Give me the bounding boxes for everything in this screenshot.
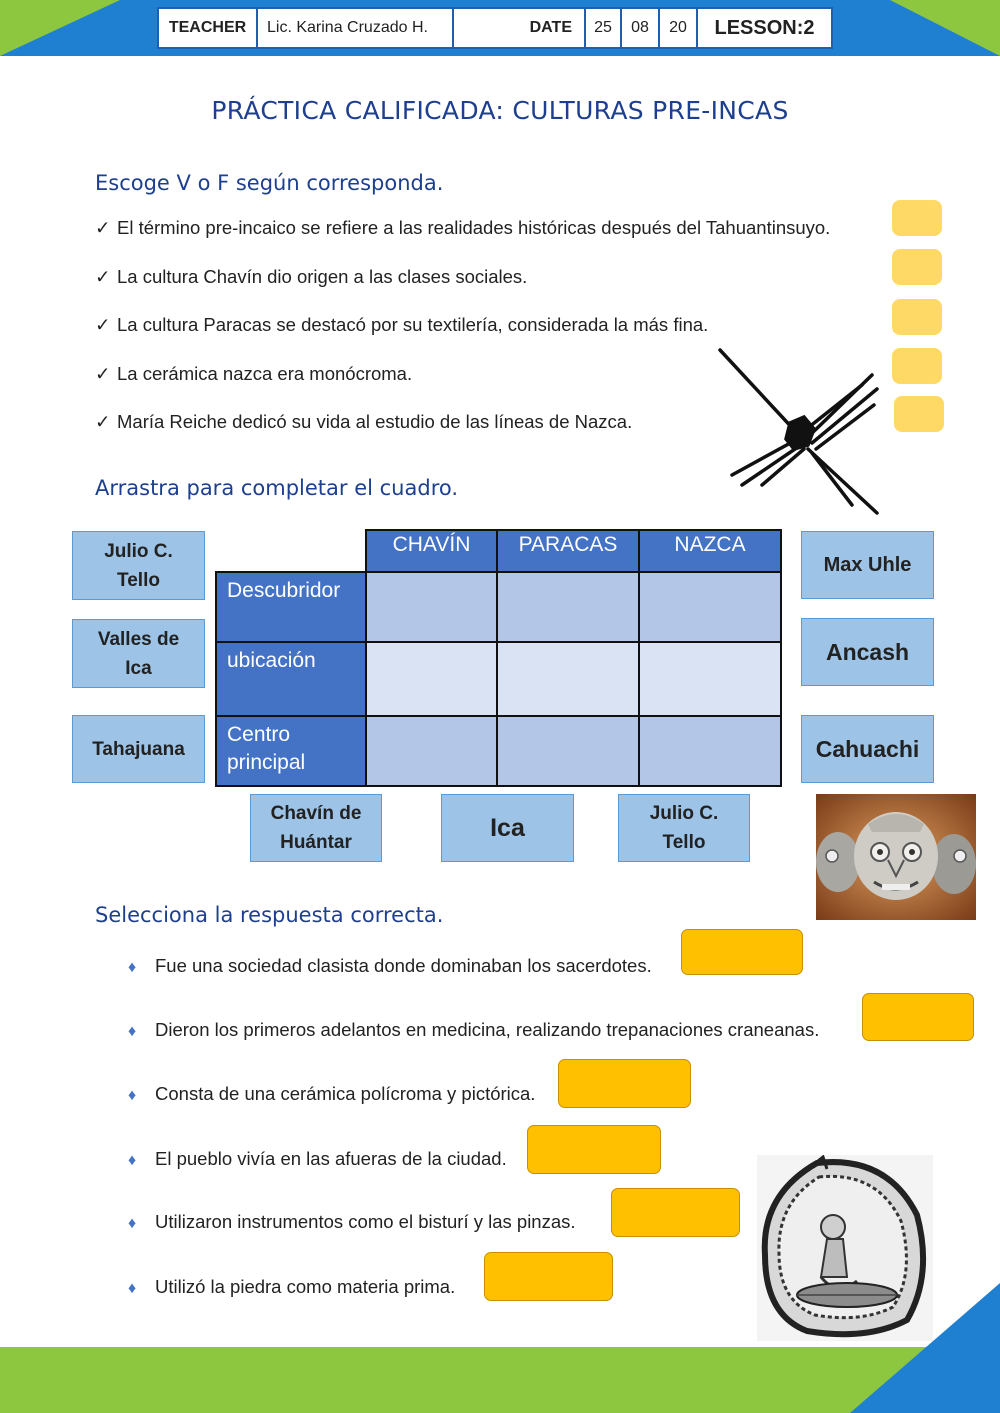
drop-cell[interactable] [638, 715, 782, 787]
vf-item: ✓ El término pre-incaico se refiere a las realidades históricas después del Tahuantinsuyo. [95, 217, 831, 238]
lesson-label: LESSON:2 [696, 7, 833, 49]
drop-cell[interactable] [638, 571, 782, 643]
question-item: ♦ Utilizó la piedra como materia prima. [128, 1276, 456, 1297]
section-vf-heading: Escoge V o F según corresponda. [95, 171, 444, 195]
drop-cell[interactable] [365, 641, 498, 717]
question-item: ♦ Fue una sociedad clasista donde dominaban los sacerdotes. [128, 955, 652, 976]
vf-item: ✓ La cultura Chavín dio origen a las clases sociales. [95, 266, 528, 287]
teacher-name: Lic. Karina Cruzado H. [256, 7, 454, 49]
vf-answer-box-2[interactable] [892, 249, 942, 285]
column-header-paracas: PARACAS [496, 529, 640, 573]
answer-dropdown-4[interactable] [527, 1125, 661, 1174]
drop-cell[interactable] [365, 715, 498, 787]
drop-cell[interactable] [638, 641, 782, 717]
vf-item: ✓ La cerámica nazca era monócroma. [95, 363, 413, 384]
question-item: ♦ Consta de una cerámica polícroma y pictórica. [128, 1083, 536, 1104]
diamond-bullet-icon: ♦ [128, 1215, 137, 1232]
check-icon: ✓ [95, 363, 111, 384]
header-accent-right [890, 0, 1000, 56]
drag-tile-max-uhle[interactable]: Max Uhle [801, 531, 934, 599]
drag-tile-tahajuana[interactable]: Tahajuana [72, 715, 205, 783]
answer-dropdown-6[interactable] [484, 1252, 613, 1301]
diamond-bullet-icon: ♦ [128, 1023, 137, 1040]
check-icon: ✓ [95, 266, 111, 287]
answer-dropdown-1[interactable] [681, 929, 803, 975]
vf-answer-box-5[interactable] [894, 396, 944, 432]
drag-tile-ancash[interactable]: Ancash [801, 618, 934, 686]
question-item: ♦ El pueblo vivía en las afueras de la ciudad. [128, 1148, 507, 1169]
drop-cell[interactable] [496, 641, 640, 717]
drop-cell[interactable] [496, 571, 640, 643]
section-table-heading: Arrastra para completar el cuadro. [95, 476, 459, 500]
drag-tile-valles-ica[interactable]: Valles de Ica [72, 619, 205, 688]
nazca-hummingbird-image [712, 345, 882, 517]
answer-dropdown-3[interactable] [558, 1059, 691, 1108]
drag-tile-cahuachi[interactable]: Cahuachi [801, 715, 934, 783]
vf-answer-box-1[interactable] [892, 200, 942, 236]
diamond-bullet-icon: ♦ [128, 1087, 137, 1104]
vf-answer-box-3[interactable] [892, 299, 942, 335]
diamond-bullet-icon: ♦ [128, 959, 137, 976]
row-header-descubridor: Descubridor [215, 571, 367, 643]
column-header-chavin: CHAVÍN [365, 529, 498, 573]
date-year: 20 [658, 7, 698, 49]
check-icon: ✓ [95, 314, 111, 335]
check-icon: ✓ [95, 411, 111, 432]
date-label: DATE [452, 7, 586, 49]
teacher-label: TEACHER [157, 7, 258, 49]
header-accent-left [0, 0, 120, 56]
section-select-heading: Selecciona la respuesta correcta. [95, 903, 444, 927]
page-title: PRÁCTICA CALIFICADA: CULTURAS PRE-INCAS [211, 96, 789, 125]
answer-dropdown-5[interactable] [611, 1188, 740, 1237]
date-day: 25 [584, 7, 622, 49]
answer-dropdown-2[interactable] [862, 993, 974, 1041]
date-month: 08 [620, 7, 660, 49]
row-header-ubicacion: ubicación [215, 641, 367, 717]
row-header-centro: Centro principal [215, 715, 367, 787]
diamond-bullet-icon: ♦ [128, 1280, 137, 1297]
question-item: ♦ Utilizaron instrumentos como el bisturí y las pinzas. [128, 1211, 576, 1232]
drop-cell[interactable] [365, 571, 498, 643]
column-header-nazca: NAZCA [638, 529, 782, 573]
chavin-stone-heads-image [816, 794, 976, 920]
paracas-burial-image [757, 1155, 933, 1341]
check-icon: ✓ [95, 217, 111, 238]
drop-cell[interactable] [496, 715, 640, 787]
drag-tile-julio-tello-2[interactable]: Julio C. Tello [618, 794, 750, 862]
vf-item: ✓ La cultura Paracas se destacó por su textilería, considerada la más fina. [95, 314, 709, 335]
vf-item: ✓ María Reiche dedicó su vida al estudio de las líneas de Nazca. [95, 411, 633, 432]
diamond-bullet-icon: ♦ [128, 1152, 137, 1169]
drag-tile-julio-tello[interactable]: Julio C. Tello [72, 531, 205, 600]
completion-table [215, 529, 782, 787]
drag-tile-ica[interactable]: Ica [441, 794, 574, 862]
question-item: ♦ Dieron los primeros adelantos en medicina, realizando trepanaciones craneanas. [128, 1019, 820, 1040]
vf-answer-box-4[interactable] [892, 348, 942, 384]
drag-tile-chavin-huantar[interactable]: Chavín de Huántar [250, 794, 382, 862]
